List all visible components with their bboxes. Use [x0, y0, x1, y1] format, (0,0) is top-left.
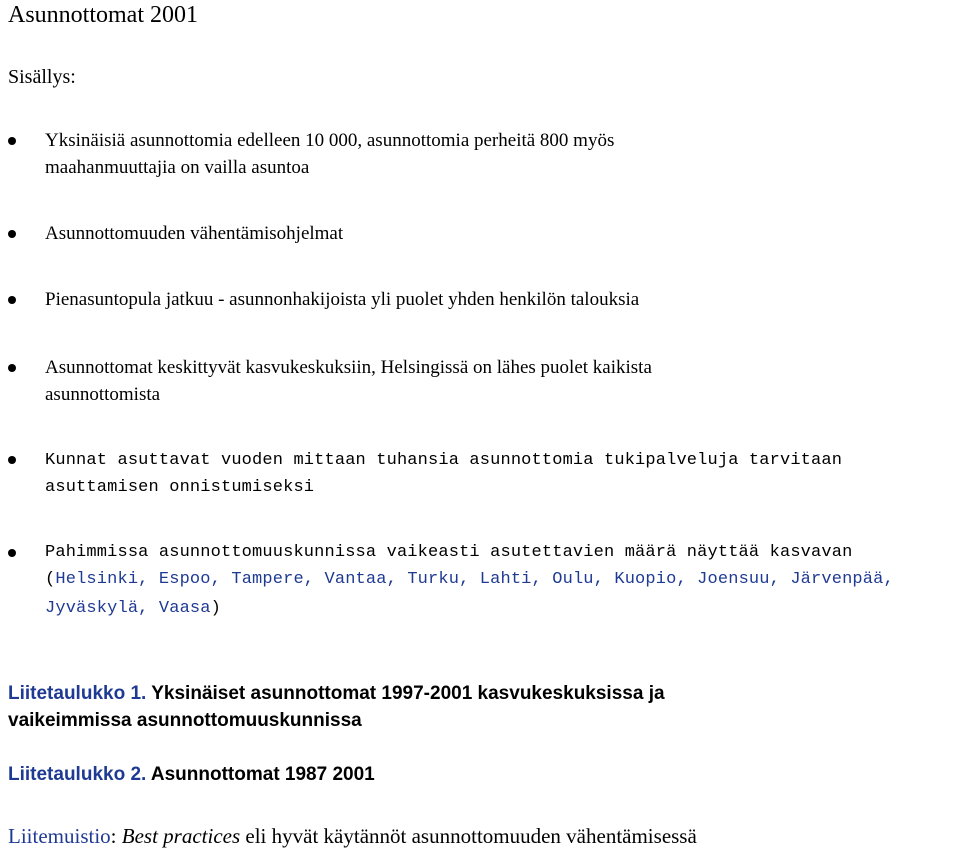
- bullet-icon: [8, 364, 16, 372]
- memo-text: eli hyvät käytännöt asunnottomuuden vähentämisessä: [240, 824, 697, 848]
- cities-link[interactable]: Helsinki, Espoo, Tampere, Vantaa, Turku, Lahti, Oulu, Kuopio, Joensuu, Järvenpää,: [55, 570, 894, 589]
- list-item-text-continued: maahanmuuttajia on vailla asuntoa: [45, 157, 310, 178]
- list-item-text: Kunnat asuttavat vuoden mittaan tuhansia asunnottomia tukipalveluja tarvitaan: [45, 451, 843, 470]
- page-title: Asunnottomat 2001: [8, 2, 198, 28]
- paren-close: ): [210, 599, 221, 618]
- list-item-text-continued: [45, 596, 221, 622]
- list-item-text-continued: [45, 567, 894, 593]
- appendix-table-1-title: Yksinäiset asunnottomat 1997-2001 kasvukeskuksissa ja: [146, 683, 665, 704]
- appendix-memo-link[interactable]: Liitemuistio: [8, 824, 111, 848]
- memo-italic-text: Best practices: [121, 824, 241, 848]
- list-item-text: Pienasuntopula jatkuu - asunnonhakijoista yli puolet yhden henkilön talouksia: [45, 289, 640, 310]
- appendix-table-2-link[interactable]: Liitetaulukko 2.: [8, 764, 147, 785]
- bullet-icon: [8, 296, 16, 304]
- appendix-table-1: [8, 680, 665, 707]
- appendix-memo: [8, 823, 697, 849]
- appendix-table-2-title: Asunnottomat 1987 2001: [146, 764, 375, 785]
- list-item-text: Pahimmissa asunnottomuuskunnissa vaikeasti asutettavien määrä näyttää kasvavan: [45, 543, 853, 562]
- cities-link-continued[interactable]: Jyväskylä, Vaasa: [45, 599, 211, 618]
- appendix-table-2: [8, 761, 375, 788]
- bullet-icon: [8, 230, 16, 238]
- bullet-icon: [8, 456, 16, 464]
- list-item-text: Yksinäisiä asunnottomia edelleen 10 000, asunnottomia perheitä 800 myös: [45, 130, 615, 151]
- appendix-table-1-link[interactable]: Liitetaulukko 1.: [8, 683, 147, 704]
- bullet-icon: [8, 549, 16, 557]
- list-item-text-continued: asunnottomista: [45, 384, 161, 405]
- memo-colon: :: [110, 824, 117, 848]
- appendix-table-1-title-continued: vaikeimmissa asunnottomuuskunnissa: [8, 710, 362, 731]
- bullet-icon: [8, 137, 16, 145]
- list-item-text: Asunnottomat keskittyvät kasvukeskuksiin, Helsingissä on lähes puolet kaikista: [45, 357, 652, 378]
- list-item-text: Asunnottomuuden vähentämisohjelmat: [45, 223, 344, 244]
- paren-open: (: [45, 570, 56, 589]
- list-item-text-continued: asuttamisen onnistumiseksi: [45, 478, 315, 497]
- contents-heading: Sisällys:: [8, 66, 76, 88]
